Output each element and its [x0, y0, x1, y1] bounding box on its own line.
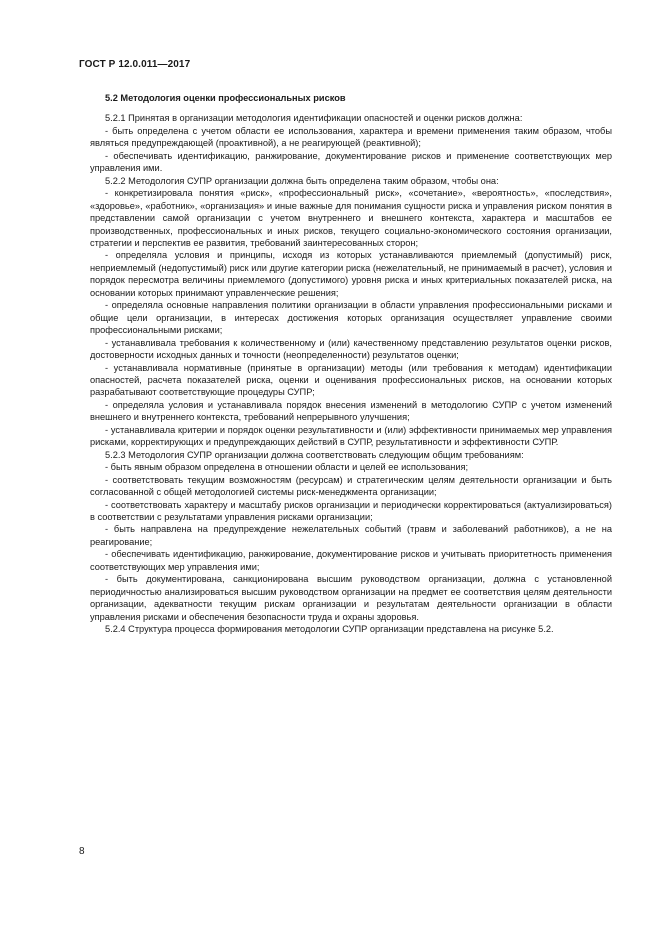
paragraph-5-2-4: 5.2.4 Структура процесса формирования методологии СУПР организации представлена на рисунке 5.2. — [105, 624, 554, 635]
list-item: - быть определена с учетом области ее использования, характера и времени применения таким образом, чтобы являться предупреждающей (проактивной), а не реагирующей (реактивной); — [90, 125, 612, 149]
list-item: - обеспечивать идентификацию, ранжирование, документирование рисков и применение соответствующих мер управления ими. — [90, 150, 612, 174]
list-item: - быть явным образом определена в отношении области и целей ее использования; — [105, 462, 469, 473]
document-body — [90, 92, 612, 635]
standard-designation: ГОСТ Р 12.0.011—2017 — [79, 59, 191, 70]
list-item: - соответствовать характеру и масштабу рисков организации и периодически корректироваться (актуализироваться) в соответствии с результатами управления рисками организации; — [90, 499, 612, 522]
list-item: - определяла условия и принципы, исходя из которых устанавливаются приемлемый (допустимый) риск, неприемлемый (недопустимый) риск или другие категории риска (нежелательный, не принимаемый в расчет), условия и порядок пересмотра величины приемлемого (допустимого) уровня риска и иных критериальных показателей риска, на основании которых принимают управленческие решения; — [90, 250, 612, 298]
list-item: - конкретизировала понятия «риск», «профессиональный риск», «сочетание», «вероятность», «последствия», «здоровье», «работник», «организация» и иные важные для понимания сущности риска и управления риском понятия в представлении самой организации с учетом внутреннего и внешнего контекста, характера и масштабов ее производственных, профессиональных и иных рисков, текущего социально-экономического состояния организации, стратегии и перспектив ее развития, требований заинтересованных сторон; — [90, 188, 612, 248]
list-item: - устанавливала нормативные (принятые в организации) методы (или требования к методам) идентификации опасностей, расчета показателей риска, оценки и оценивания профессиональных рисков, на основании которых разрабатывают соответствующие процедуры СУПР; — [90, 362, 612, 398]
list-item: - быть направлена на предупреждение нежелательных событий (травм и заболеваний работников), а не на реагирование; — [90, 524, 612, 547]
list-item: - устанавливала требования к количественному и (или) качественному представлению результатов оценки рисков, достоверности исходных данных и точности (неопределенности) результатов оценки; — [90, 337, 612, 361]
page-number: 8 — [79, 846, 85, 857]
list-item: - обеспечивать идентификацию, ранжирование, документирование рисков и учитывать приоритетность применения соответствующих мер управления ими; — [90, 549, 612, 572]
list-item: - соответствовать текущим возможностям (ресурсам) и стратегическим целям деятельности организации и быть согласованной с общей методологией системы риск-менеджмента организации; — [90, 474, 612, 498]
paragraph-5-2-3: 5.2.3 Методология СУПР организации должна соответствовать следующим общим требованиям: — [105, 449, 524, 460]
section-title: 5.2 Методология оценки профессиональных рисков — [105, 93, 346, 103]
paragraph-5-2-2: 5.2.2 Методология СУПР организации должна быть определена таким образом, чтобы она: — [105, 175, 499, 186]
list-item: - определяла основные направления политики организации в области управления профессиональными рисками и общие цели организации, в интересах достижения которых организация осуществляет управление своими профессиональными рисками; — [90, 300, 612, 336]
paragraph-5-2-1: 5.2.1 Принятая в организации методология идентификации опасностей и оценки рисков должна: — [105, 113, 523, 124]
list-item: - определяла условия и устанавливала порядок внесения изменений в методологию СУПР с учетом изменений внешнего и внутреннего контекста, требований непрерывного улучшения; — [90, 399, 612, 423]
list-item: - устанавливала критерии и порядок оценки результативности и (или) эффективности принимаемых мер управления рисками, корректирующих и предупреждающих действий в СУПР, результативности и эффективности СУПР. — [90, 424, 612, 448]
list-item: - быть документирована, санкционирована высшим руководством организации, должна с установленной периодичностью анализироваться высшим руководством организации на предмет ее соответствия целям деятельности организации, адекватности текущим рискам организации и результатам деятельности организации в области управления рисками и обеспечения безопасности труда и охраны здоровья. — [90, 574, 612, 622]
